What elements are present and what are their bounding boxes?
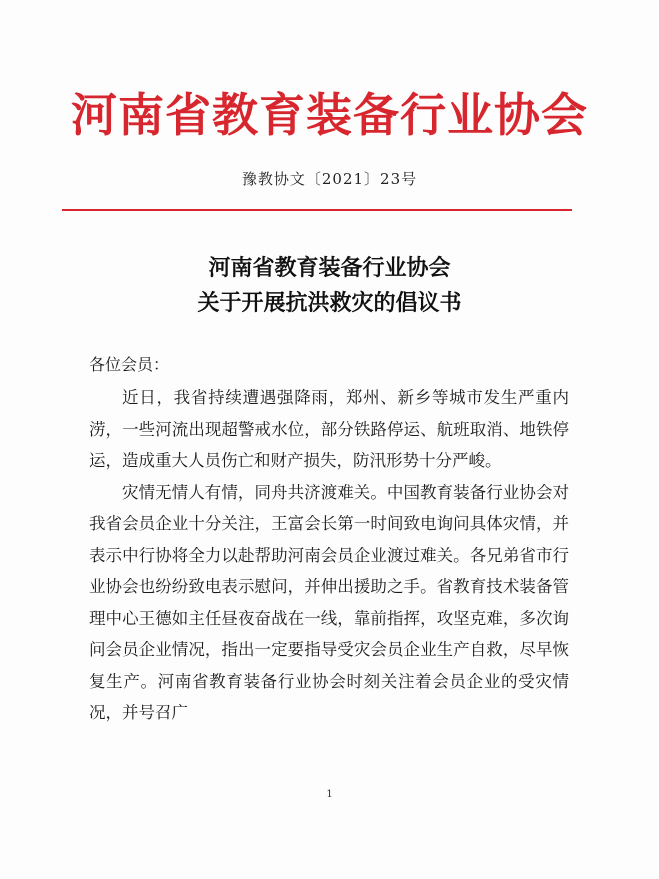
red-divider-line <box>62 209 572 211</box>
organization-header: 河南省教育装备行业协会 <box>71 88 588 142</box>
document-title-line1: 河南省教育装备行业协会 <box>208 255 451 281</box>
page-number: 1 <box>326 789 333 800</box>
paragraph-1: 近日，我省持续遭遇强降雨，郑州、新乡等城市发生严重内涝，一些河流出现超警戒水位，部分铁路停运、航班取消、地铁停运，造成重大人员伤亡和财产损失，防汛形势十分严峻。 <box>89 388 569 470</box>
body-text <box>89 382 569 729</box>
document-title-line2: 关于开展抗洪救灾的倡议书 <box>197 290 462 316</box>
salutation: 各位会员： <box>89 355 170 374</box>
document-number: 豫教协文〔2021〕23号 <box>241 170 418 188</box>
paragraph-2: 灾情无情人有情，同舟共济渡难关。中国教育装备行业协会对我省会员企业十分关注，王富会长第一时间致电询问具体灾情，并表示中行协将全力以赴帮助河南会员企业渡过难关。各兄弟省市行业协会也纷纷致电表示慰问，并伸出援助之手。省教育技术装备管理中心王德如主任昼夜奋战在一线，靠前指挥，攻坚克难，多次询问会员企业情况，指出一定要指导受灾会员企业生产自救，尽早恢复生产。河南省教育装备行业协会时刻关注着会员企业的受灾情况，并号召广 <box>89 482 569 722</box>
